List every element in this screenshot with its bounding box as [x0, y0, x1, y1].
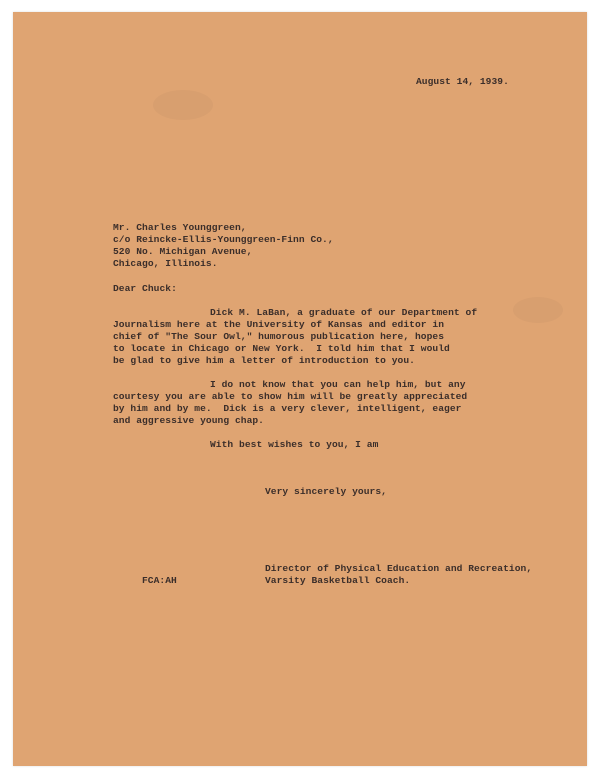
paragraph-2-line: courtesy you are able to show him will be greatly appreciated [113, 391, 468, 402]
typist-initials: FCA:AH [142, 575, 177, 586]
salutation: Dear Chuck: [113, 283, 177, 294]
paragraph-1-line: Dick M. LaBan, a graduate of our Department of [210, 307, 478, 318]
recipient-city: Chicago, Illinois. [113, 258, 218, 269]
recipient-company: c/o Reincke-Ellis-Younggreen-Finn Co., [113, 234, 334, 245]
closing-line: With best wishes to you, I am [210, 439, 379, 450]
paragraph-1-line: be glad to give him a letter of introduction to you. [113, 355, 415, 366]
complimentary-close: Very sincerely yours, [265, 486, 387, 497]
paragraph-1-line: to locate in Chicago or New York. I told him that I would [113, 343, 450, 354]
signature-title-line: Varsity Basketball Coach. [265, 575, 411, 586]
paper-stain [513, 297, 563, 323]
signature-title-line: Director of Physical Education and Recreation, [265, 563, 533, 574]
paragraph-1-line: chief of "The Sour Owl," humorous publication here, hopes [113, 331, 445, 342]
letter-sheet [13, 12, 587, 766]
paragraph-2-line: by him and by me. Dick is a very clever, intelligent, eager [113, 403, 462, 414]
paragraph-1-line: Journalism here at the University of Kansas and editor in [113, 319, 445, 330]
recipient-street: 520 No. Michigan Avenue, [113, 246, 253, 257]
paragraph-2-line: I do not know that you can help him, but any [210, 379, 466, 390]
paragraph-2-line: and aggressive young chap. [113, 415, 264, 426]
paper-stain [153, 90, 213, 120]
letter-date: August 14, 1939. [416, 76, 509, 87]
recipient-name: Mr. Charles Younggreen, [113, 222, 247, 233]
